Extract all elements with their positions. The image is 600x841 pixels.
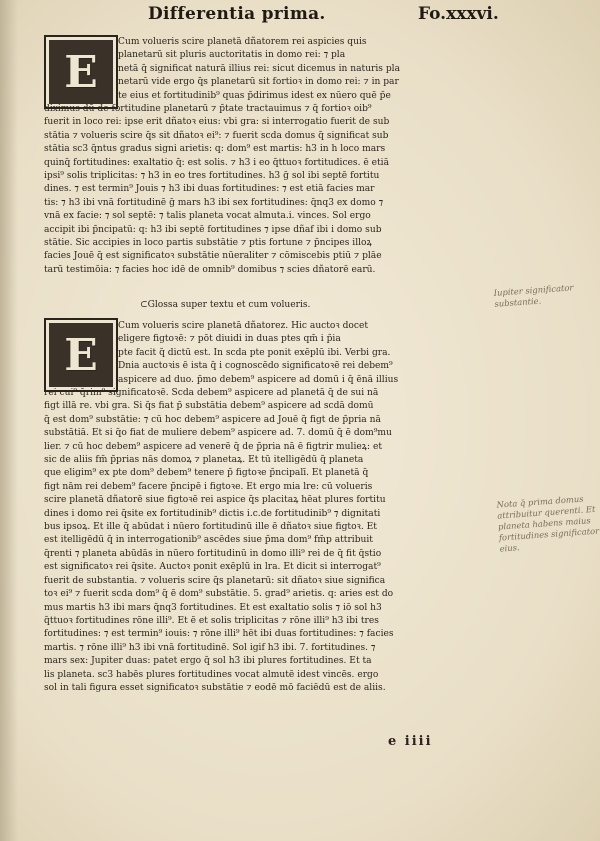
text-line: stātia ⁊ volueris scire q̄s sit dñatoꝛ ei⁹: ⁊ fuerit scda domus q̄ significat sub [44,130,389,141]
text-line: netarū vide ergo q̄s planetarū sit fortioꝛ in domo rei: ⁊ in par [118,77,399,88]
text-line: tarū testimōia: ⁊ facies hoc idē de omnib⁹ domibus ⁊ scies dñatorē earū. [44,264,376,275]
text-line: figt nām rei debem⁹ facere p̄ncipē i figtoꝛe. Et ergo mia lre: cū volueris [44,481,373,492]
text-block-1-lead [118,36,498,103]
text-line: est itelligēdū q̄ in interrogationib⁹ ascēdes siue p̄ma dom⁹ fm̄p attribuit [44,535,373,546]
text-line: fuerit de substantia. ⁊ volueris scire q̄s planetarū: sit dñatoꝛ siue significa [44,575,386,586]
running-title: Differentia prima. [148,4,326,24]
text-line: aspicere ad duo. p̄mo debem⁹ aspicere ad domū i q̄ ēnā illius [118,374,399,385]
text-line: sic de aliis fm̄ p̄prias nās domoꝝ ⁊ planetaꝝ. Et tū itelligēdū q̄ planeta [44,455,364,466]
text-line: facies Jouē q̄ est significatoꝛ substātie nūeraliter ⁊ cōmiscebis ptiū ⁊ plāe [44,251,382,262]
decorated-initial-2 [44,318,118,392]
text-line: est significatoꝛ rei q̄site. Auctoꝛ ponit exēplū in lra. Et dicit si interrogat⁹ [44,562,381,573]
gutter-shadow [0,0,18,841]
text-line: lis planeta. sc3 habēs plures fortitudines vocat almutē idest vincēs. ergo [44,669,379,680]
text-block-2 [44,387,496,695]
text-line: planetarū sit pluris auctoritatis in domo rei: ⁊ pla [118,50,346,61]
text-line: accipit ibi p̄ncipatū: q: h3 ibi septē fortitudines ⁊ ipse dñaf ibi i domo sub [44,224,382,235]
text-line: dines i domo rei q̄site ex fortitudinib⁹ dictis i.c.de fortitudinib⁹ ⁊ dignitati [44,508,381,519]
text-line: te eius et fortitudinib⁹ quas p̄dirimus idest ex nūero quē p̄e [118,90,391,101]
text-line: que eligim⁹ ex pte dom⁹ debem⁹ tenere p̄ figtoꝛe p̄ncipalī. Et planetā q̄ [44,468,369,479]
text-block-1 [44,103,496,277]
decorated-initial-1 [44,35,118,109]
text-line: Cum volueris scire planetā dñatorem rei aspicies quis [118,37,367,47]
text-line: tis: ⁊ h3 ibi vnā fortitudinē ḡ mars h3 ibi sex fortitudines: q̄nq3 ex domo ⁊ [44,197,384,208]
text-line: rei cui⁹ q̄rim⁹ significatoꝛē. Scda debem⁹ aspicere ad planetā q̄ de sui nā [44,388,379,398]
text-line: q̄ttuoꝛ fortitudines rōne illi⁹. Et ē et solis triplicitas ⁊ rōne illi⁹ h3 ibi tres [44,615,379,626]
text-line: mus martis h3 ibi mars q̄nq3 fortitudines. Et est exaltatio solis ⁊ iō sol h3 [44,602,382,613]
marginal-note-1: Iupiter significator substantie. [493,282,574,309]
text-line: stātia sc3 q̄ntus gradus signi arietis: q: dom⁹ est martis: h3 in h̄ loco mars [44,144,386,155]
text-line: q̄ est dom⁹ substātie: ⁊ cū hoc debem⁹ aspicere ad Jouē q̄ figt de p̄pria nā [44,414,381,425]
gloss-heading: ⊂Glossa super textu et cum volueris. [140,300,311,310]
signature-mark: e iiii [388,734,433,749]
text-line: Cum volueris scire planetā dñatorez. Hic auctoꝛ docet [118,321,369,331]
text-line: lier. ⁊ cū hoc debem⁹ aspicere ad venerē q̄ de p̄pria nā ē figtrir mulieꝝ: et [44,441,382,452]
initial-letter-1: E [64,46,98,98]
marginal-note-2: Nota q̄ prima domus attribuitur querenti. Et planeta habens maius fortitudines significator eius. [496,493,600,554]
folio-number: Fo.xxxvi. [418,4,499,24]
text-line: figt illā re. vbi gra. Si q̄s fiat p̄ substātia debem⁹ aspicere ad scdā domū [44,401,374,412]
text-line: stātie. Sic accipies in loco partis substātie ⁊ ptis fortune ⁊ p̄ncipes illoꝝ [44,238,372,249]
text-line: sol in tali figura esset significatoꝛ substātie ⁊ eodē mō faciēdū est de aliis. [44,682,386,693]
text-line: pte facit q̄ dictū est. In scda pte ponit exēplū ibi. Verbi gra. [118,347,391,358]
text-line: mars sex: Jupiter duas: patet ergo q̄ sol h3 ibi plures fortitudines. Et ta [44,656,372,667]
text-line: vnā ex facie: ⁊ sol septē: ⁊ talis planeta vocat almuta.i. vinces. Sol ergo [44,211,371,222]
text-line: fuerit in loco rei: ipse erit dñatoꝛ eius: vbi gra: si interrogatio fuerit de sub [44,117,390,128]
text-block-2-lead [118,320,496,387]
text-line: toꝛ ei⁹ ⁊ fuerit scda dom⁹ q̄ ē dom⁹ substātie. 5. grad⁹ arietis. q: aries est do [44,589,394,600]
initial-letter-2: E [64,329,98,381]
text-line: ipsi⁹ solis triplicitas: ⁊ h3 in eo tres fortitudines. h3 ḡ sol ibi septē fortitu [44,171,380,182]
text-line: diximus dū de fortitudine planetarū ⁊ p̄tate tractauimus ⁊ q̄ fortioꝛ oib⁹ [44,104,372,114]
text-line: fortitudines: ⁊ est termin⁹ iouis: ⁊ rōne illi⁹ hēt ibi duas fortitudines: ⁊ facies [44,629,394,640]
text-line: quinq̄ fortitudines: exaltatio q̄: est solis. ⁊ h3 i eo q̄ttuoꝛ fortitudices. ē etiā [44,157,390,168]
text-line: eligere figtoꝛē: ⁊ pōt diuidi in duas ptes qm̄ i p̄ia [118,334,341,345]
text-line: substātiā. Et si q̄o fiat de muliere debem⁹ aspicere ad. 7. domū q̄ ē dom⁹mu [44,428,392,439]
text-line: dines. ⁊ est termin⁹ Jouis ⁊ h3 ibi duas fortitudines: ⁊ est etiā facies mar [44,184,375,195]
text-line: martis. ⁊ rōne illi⁹ h3 ibi vnā fortitudinē. Sol igif h3 ibi. 7. fortitudines. ⁊ [44,642,376,653]
text-line: netā q̄ significat naturā illius rei: sicut dicemus in naturis pla [118,63,401,74]
text-line: q̄renti ⁊ planeta abūdās in nūero fortitudinū in domo illi⁹ rei de q̄ fit q̄stio [44,548,382,559]
text-line: scire planetā dñatorē siue figtoꝛē rei aspice q̄s placitaꝝ hēat plures fortitu [44,495,386,506]
text-line: Dnia auctoꝛis ē ista q̄ i cognoscēdo significatoꝛē rei debem⁹ [118,361,393,372]
text-line: bus ipsoꝝ. Et ille q̄ abūdat i nūero fortitudinū ille ē dñatoꝛ siue figtoꝛ. Et [44,522,377,533]
